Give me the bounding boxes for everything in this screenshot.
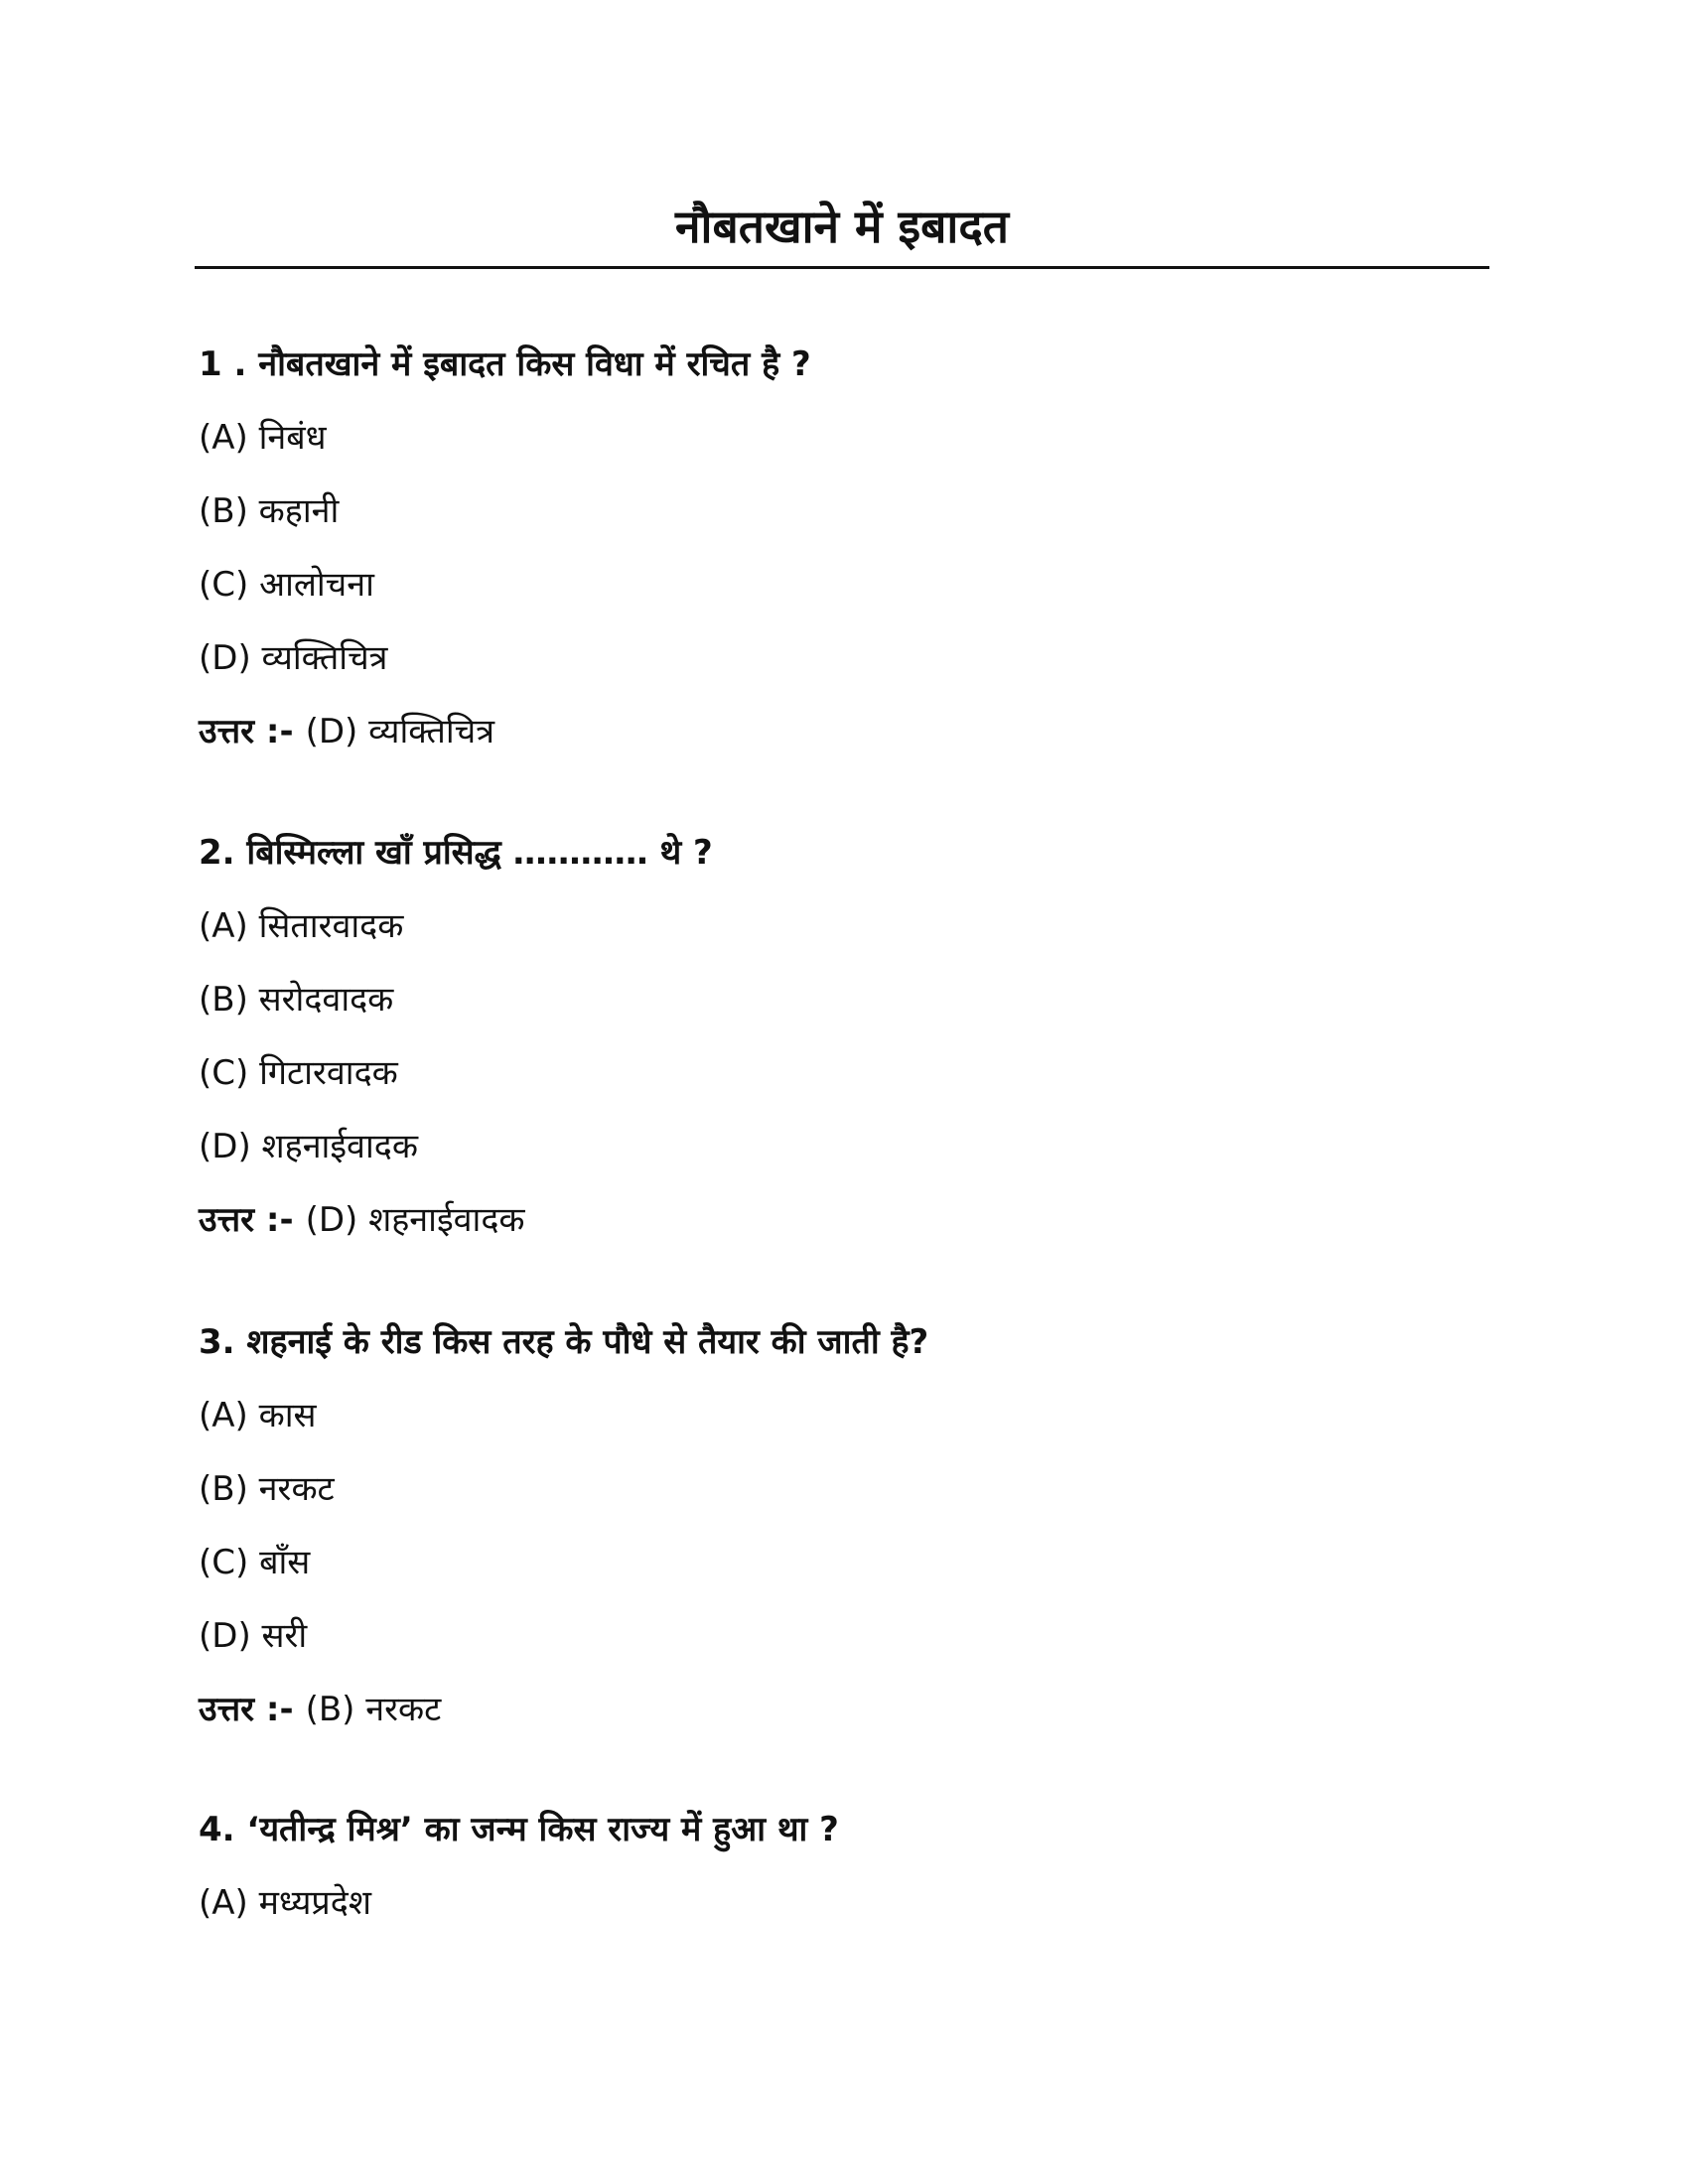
option-c: (C) बाँस <box>199 1543 311 1582</box>
answer-label: उत्तर :- <box>199 1690 294 1729</box>
question-text: 4. ‘यतीन्द्र मिश्र’ का जन्म किस राज्य में हुआ था ? <box>199 1810 839 1849</box>
question-text: 2. बिस्मिल्ला खाँ प्रसिद्ध ………… थे ? <box>199 833 713 873</box>
question-text: 3. शहनाई के रीड किस तरह के पौधे से तैयार की जाती है? <box>199 1322 929 1362</box>
answer-label: उत्तर :- <box>199 1200 294 1240</box>
option-a: (A) सितारवादक <box>199 906 404 946</box>
answer-label: उत्तर :- <box>199 712 294 751</box>
answer-value: (D) व्यक्तिचित्र <box>305 712 495 751</box>
option-a: (A) कास <box>199 1396 317 1435</box>
option-a: (A) निबंध <box>199 418 327 458</box>
option-b: (B) कहानी <box>199 491 340 531</box>
option-d: (D) सरी <box>199 1616 308 1656</box>
title-underline <box>195 266 1489 269</box>
answer-value: (B) नरकट <box>305 1690 442 1729</box>
option-c: (C) गिटारवादक <box>199 1053 398 1093</box>
question-block-1 <box>199 340 1479 756</box>
answer-line <box>199 1685 1479 1734</box>
document-title: नौबतखाने में इबादत <box>675 200 1009 253</box>
option-b: (B) सरोदवादक <box>199 980 394 1020</box>
answer-value: (D) शहनाईवादक <box>305 1200 525 1240</box>
document-page <box>195 0 1489 2184</box>
option-b: (B) नरकट <box>199 1469 335 1509</box>
question-text: 1 . नौबतखाने में इबादत किस विधा में रचित है ? <box>199 344 811 384</box>
question-block-3 <box>199 1317 1479 1734</box>
option-d: (D) व्यक्तिचित्र <box>199 638 388 678</box>
question-block-2 <box>199 828 1479 1245</box>
option-d: (D) शहनाईवादक <box>199 1127 418 1166</box>
answer-line <box>199 1195 1479 1245</box>
question-block-4 <box>199 1805 1479 1952</box>
answer-line <box>199 707 1479 756</box>
option-a: (A) मध्यप्रदेश <box>199 1883 371 1923</box>
option-c: (C) आलोचना <box>199 565 374 605</box>
